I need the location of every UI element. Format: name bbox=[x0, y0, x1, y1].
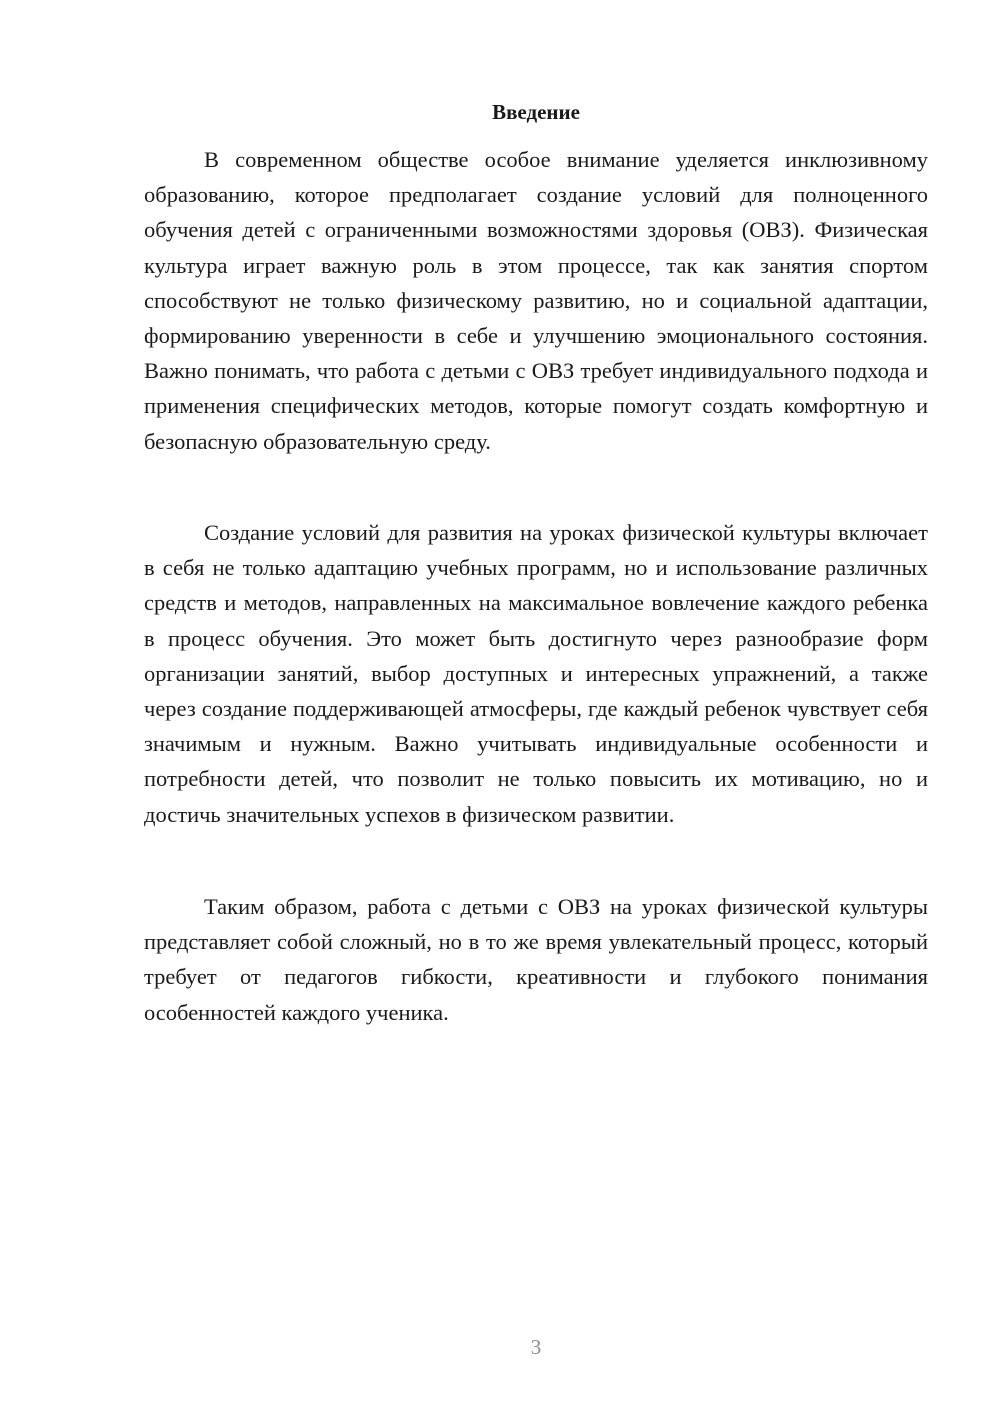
page-number: 3 bbox=[530, 1335, 542, 1359]
paragraph-introduction: В современном обществе особое внимание уделяется инклюзивному образованию, которое предполагает создание условий для полноценного обучения детей с ограниченными возможностями здоровья (ОВЗ). Физическая культура играет важную роль в этом процессе, так как занятия спортом способствуют не только физическому развитию, но и социальной адаптации, формированию уверенности в себе и улучшению эмоционального состояния. Важно понимать, что работа с детьми с ОВЗ требует индивидуального подхода и применения специфических методов, которые помогут создать комфортную и безопасную образовательную среду. bbox=[144, 147, 928, 454]
paragraph-conditions: Создание условий для развития на уроках физической культуры включает в себя не только адаптацию учебных программ, но и использование различных средств и методов, направленных на максимальное вовлечение каждого ребенка в процесс обучения. Это может быть достигнуто через разнообразие форм организации занятий, выбор доступных и интересных упражнений, а также через создание поддерживающей атмосферы, где каждый ребенок чувствует себя значимым и нужным. Важно учитывать индивидуальные особенности и потребности детей, что позволит не только повысить их мотивацию, но и достичь значительных успехов в физическом развитии. bbox=[144, 520, 928, 827]
paragraph-conclusion: Таким образом, работа с детьми с ОВЗ на уроках физической культуры представляет собой сложный, но в то же время увлекательный процесс, который требует от педагогов гибкости, креативности и глубокого понимания особенностей каждого ученика. bbox=[144, 894, 928, 1025]
page-title: Введение bbox=[492, 100, 580, 124]
